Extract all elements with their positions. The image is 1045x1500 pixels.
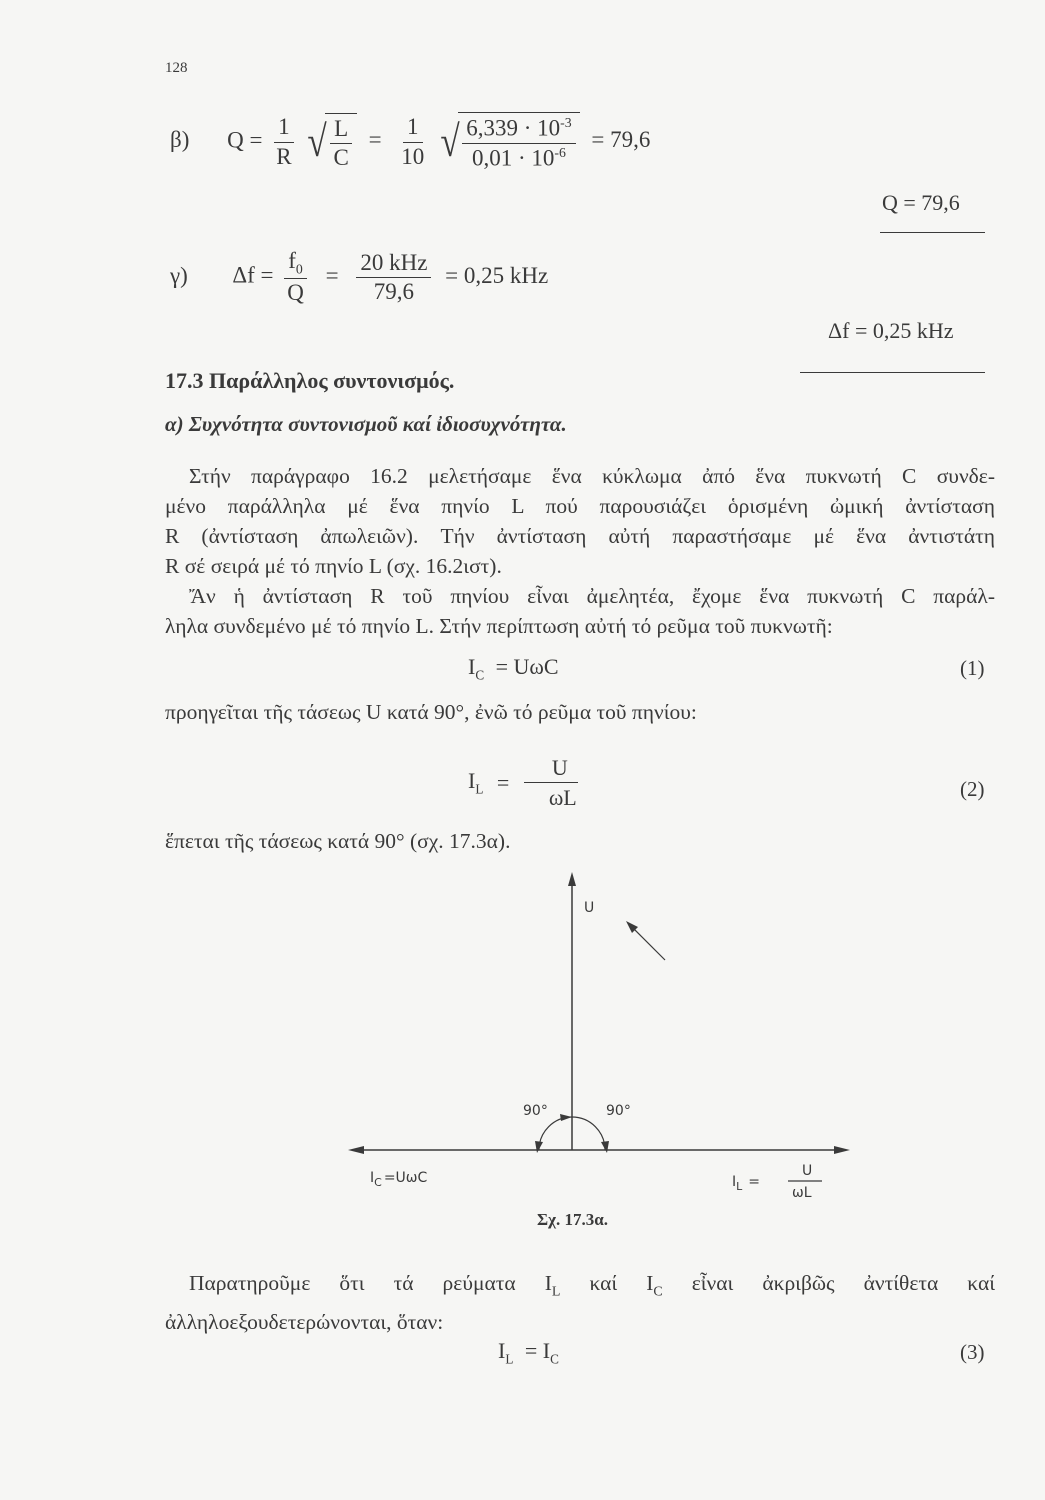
angle-label-left: 90° xyxy=(523,1103,548,1119)
equation-number: (2) xyxy=(960,777,985,801)
fraction: $\frac{1}{10}$ xyxy=(401,114,425,169)
il-fraction-den: ωL xyxy=(792,1185,812,1201)
u-label: U xyxy=(584,900,595,916)
angle-arrowhead-top-left xyxy=(560,1114,572,1121)
angle-arc-left xyxy=(539,1117,572,1150)
paragraph-line: ἕπεται τῆς τάσεως κατά 90° (σχ. 17.3α). xyxy=(165,829,511,853)
equation-label: γ) xyxy=(170,262,188,288)
angle-arrowhead-left xyxy=(535,1141,543,1153)
section-subtitle: α) Συχνότητα συντονισμοῦ καί ἰδιοσυχνότητα. xyxy=(165,412,567,436)
angle-label-right: 90° xyxy=(606,1103,631,1119)
result-delta-f: Δf = 0,25 kHz xyxy=(828,318,954,343)
paragraph: Στήν παράγραφο 16.2 μελετήσαμε ἕνα κύκλωμα ἀπό ἕνα πυκνωτή C συνδε- μένο παράλληλα μέ ἕνα πηνίο L πού παρουσιάζει ὁρισμένη ὠμική ἀντίσταση R (ἀντίσταση ἀπωλειῶν). Τήν ἀντίσταση αὐτή παραστήσαμε μέ ἕνα ἀντιστάτη R σέ σειρά μέ τό πηνίο L (σχ. 16.2ιστ). xyxy=(165,464,995,578)
formula-3: $I_L = I_C$ xyxy=(498,1338,559,1367)
equation-label: β) xyxy=(170,127,190,153)
fraction: $\frac{f_0}{Q}$ xyxy=(283,248,308,307)
fraction: $\frac{1}{R}$ xyxy=(272,114,295,170)
result-underline xyxy=(800,372,985,373)
angle-arrowhead-right xyxy=(601,1141,609,1153)
fraction: $\frac{\text{20 kHz}}{79,6}$ xyxy=(356,250,431,306)
u-arrowhead xyxy=(568,872,576,886)
fraction: $\frac{L}{C}$ xyxy=(329,116,352,172)
fraction: $\frac{U}{\omega L}$ xyxy=(521,755,581,811)
paragraph-line: προηγεῖται τῆς τάσεως U κατά 90°, ἐνῶ τό ρεῦμα τοῦ πηνίου: xyxy=(165,700,697,724)
result-q: Q = 79,6 xyxy=(882,190,960,215)
rotation-arrow xyxy=(630,925,665,960)
ic-label: $I_C =U\omega C$ xyxy=(370,1170,428,1189)
square-root: √ $\frac{6,339 \cdot 10^{-3}}{0,01 \cdot 10^{-6}}$ xyxy=(438,112,580,172)
equation-rhs: = 0,25 kHz xyxy=(445,262,549,288)
equation-gamma: γ) Δf = $\frac{f_0}{Q}$ = $\frac{\text{20 kHz}}{79,6}$ = 0,25 kHz xyxy=(170,248,549,306)
equation-lhs: Q = xyxy=(227,127,263,153)
phasor-diagram xyxy=(340,870,860,1245)
angle-arc-right xyxy=(572,1117,605,1150)
page-number: 128 xyxy=(165,60,188,76)
formula-1: $I_C = U\omega C$ xyxy=(468,654,559,683)
ic-arrowhead xyxy=(348,1146,364,1154)
equation-number: (1) xyxy=(960,656,985,680)
result-underline xyxy=(880,232,985,233)
equation-rhs: = 79,6 xyxy=(591,127,651,153)
equation-beta: β) Q = $\frac{1}{R}$ √ $\frac{L}{C}$ = $\frac{1}{10}$ √ $\frac{6,339 \cdot 10^{-3}}{0,01 \cdot 10^{-6}}$ = 79,6 xyxy=(170,112,650,172)
il-arrowhead xyxy=(834,1146,850,1154)
equation-lhs: Δf = xyxy=(232,262,274,288)
equation-number: (3) xyxy=(960,1340,985,1364)
paragraph: Ἄν ἡ ἀντίσταση R τοῦ πηνίου εἶναι ἀμελητέα, ἔχομε ἕνα πυκνωτή C παράλ- ληλα συνδεμένο μέ τό πηνίο L. Στήν περίπτωση αὐτή τό ρεῦμα τοῦ πυκνωτῆ: xyxy=(165,584,995,638)
phasor-diagram-svg xyxy=(340,870,860,1240)
fraction: $\frac{6,339 \cdot 10^{-3}}{0,01 \cdot 10^{-6}}$ xyxy=(462,115,575,172)
figure-caption: Σχ. 17.3α. xyxy=(537,1210,608,1229)
paragraph: Παρατηροῦμε ὅτι τά ρεύματα $I_L$ καί $I_C$ εἶναι ἀκριβῶς ἀντίθετα καί ἀλληλοεξουδετερώνονται, ὅταν: xyxy=(165,1271,995,1335)
formula-2: $I_L$ = $\frac{U}{\omega L}$ xyxy=(468,755,585,811)
il-label: $I_L$ = xyxy=(732,1174,761,1193)
square-root: √ $\frac{L}{C}$ xyxy=(305,113,357,172)
section-title: 17.3 Παράλληλος συντονισμός. xyxy=(165,368,455,393)
il-fraction-num: U xyxy=(802,1163,813,1179)
